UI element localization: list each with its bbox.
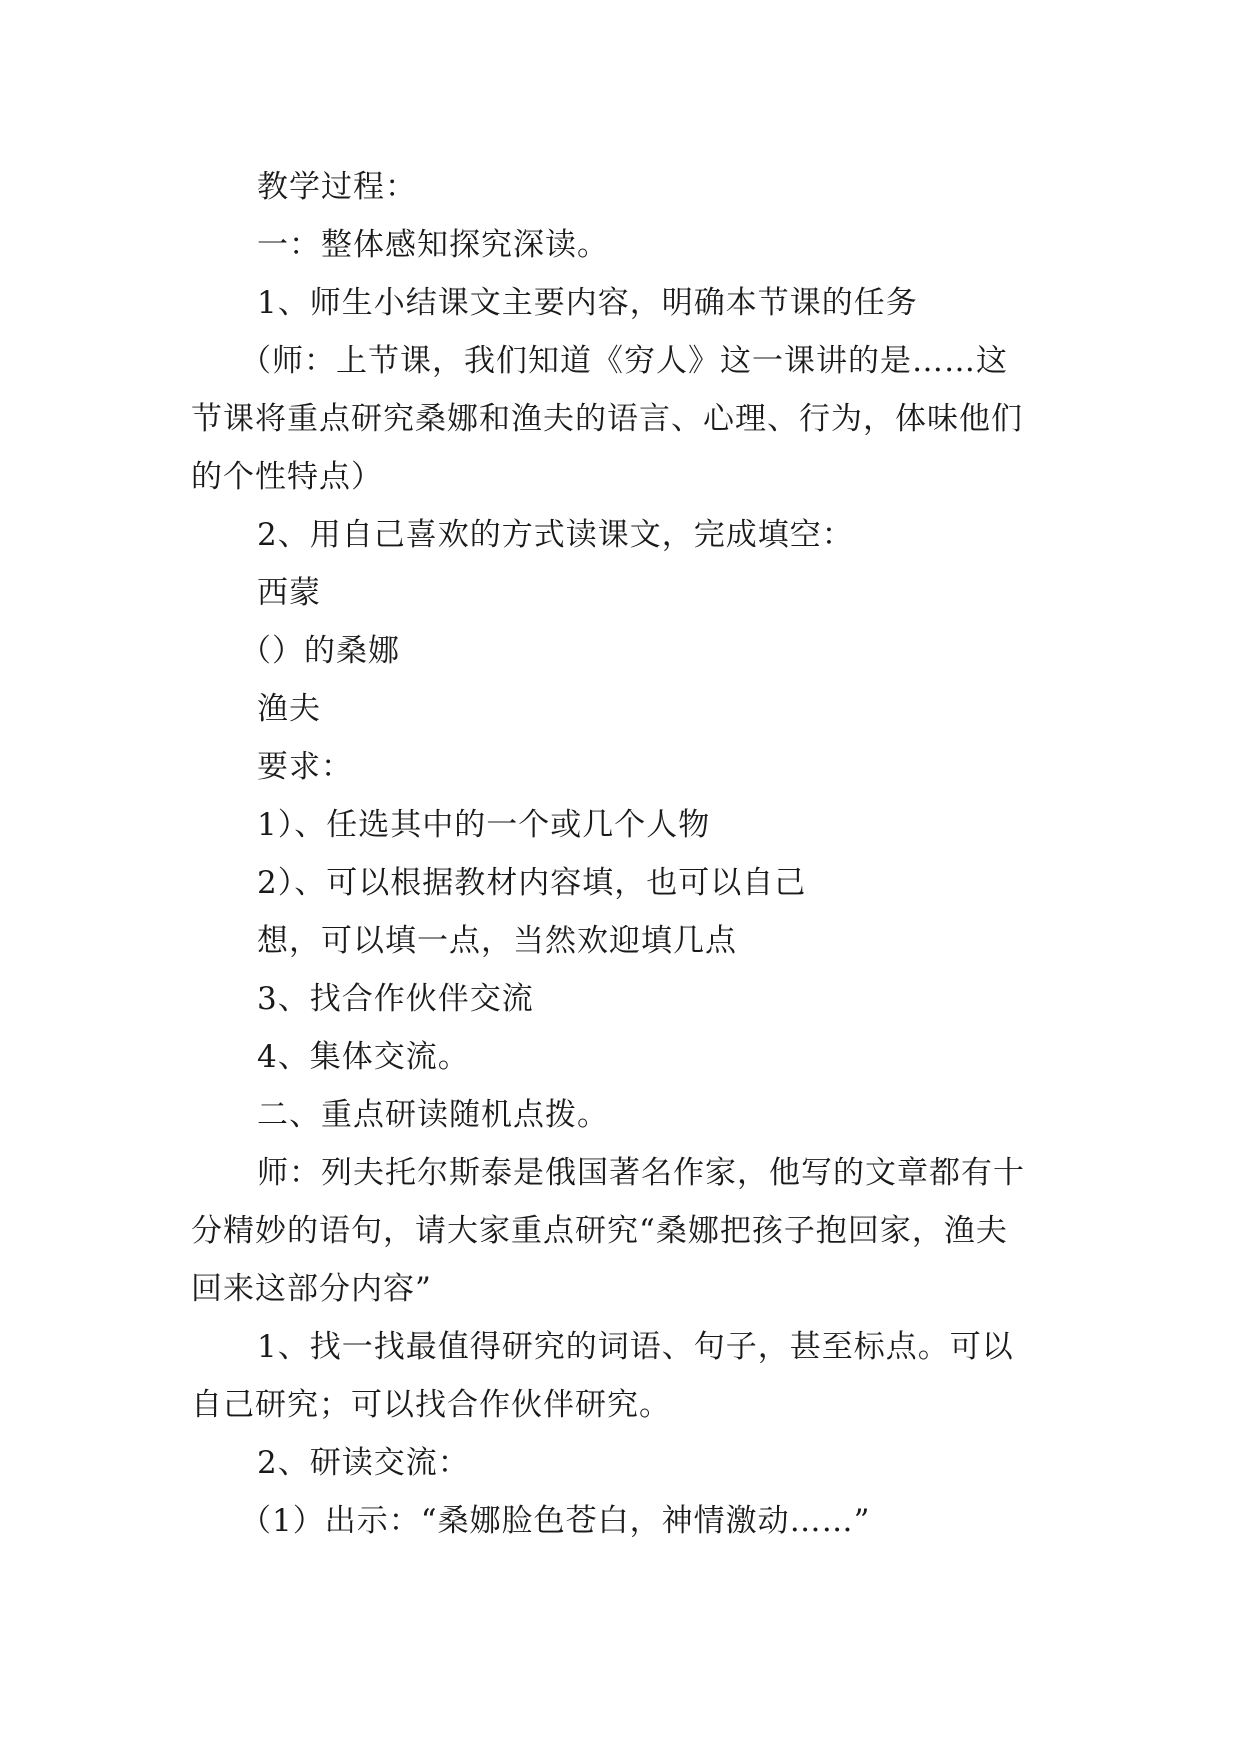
fill-blank-sangna: （）的桑娜 [240,633,400,669]
requirements-heading: 要求： [257,749,353,785]
teacher-note-line-2: 节课将重点研究桑娜和渔夫的语言、心理、行为，体味他们 [191,401,1023,437]
step-2-text: 2、用自己喜欢的方式读课文，完成填空： [257,517,854,553]
study-step-1-line-2: 自己研究；可以找合作伙伴研究。 [191,1387,671,1423]
quote-display-1: （1）出示：“桑娜脸色苍白，神情激动……” [240,1503,871,1539]
section-2-heading: 二、重点研读随机点拨。 [257,1097,609,1133]
teacher-note-line-3: 的个性特点） [191,459,383,495]
step-1-text: 1、师生小结课文主要内容，明确本节课的任务 [257,285,918,321]
section-1-heading: 一：整体感知探究深读。 [257,227,609,263]
teacher-intro-line-2: 分精妙的语句，请大家重点研究“桑娜把孩子抱回家，渔夫 [191,1213,1008,1249]
fill-blank-fisherman: 渔夫 [257,691,321,727]
teacher-intro-line-1: 师：列夫托尔斯泰是俄国著名作家，他写的文章都有十 [257,1155,1025,1191]
step-3-text: 3、找合作伙伴交流 [257,981,534,1017]
study-step-2-text: 2、研读交流： [257,1445,470,1481]
study-step-1-line-1: 1、找一找最值得研究的词语、句子，甚至标点。可以 [257,1329,1014,1365]
requirement-2-line-2: 想，可以填一点，当然欢迎填几点 [257,923,737,959]
teacher-intro-line-3: 回来这部分内容” [191,1271,432,1307]
requirement-1: 1）、任选其中的一个或几个人物 [257,807,711,843]
step-4-text: 4、集体交流。 [257,1039,470,1075]
teacher-note-line-1: （师：上节课，我们知道《穷人》这一课讲的是……这 [240,343,1008,379]
heading-teaching-process: 教学过程： [257,169,417,205]
fill-blank-simon: 西蒙 [257,575,321,611]
requirement-2-line-1: 2）、可以根据教材内容填，也可以自己 [257,865,807,901]
